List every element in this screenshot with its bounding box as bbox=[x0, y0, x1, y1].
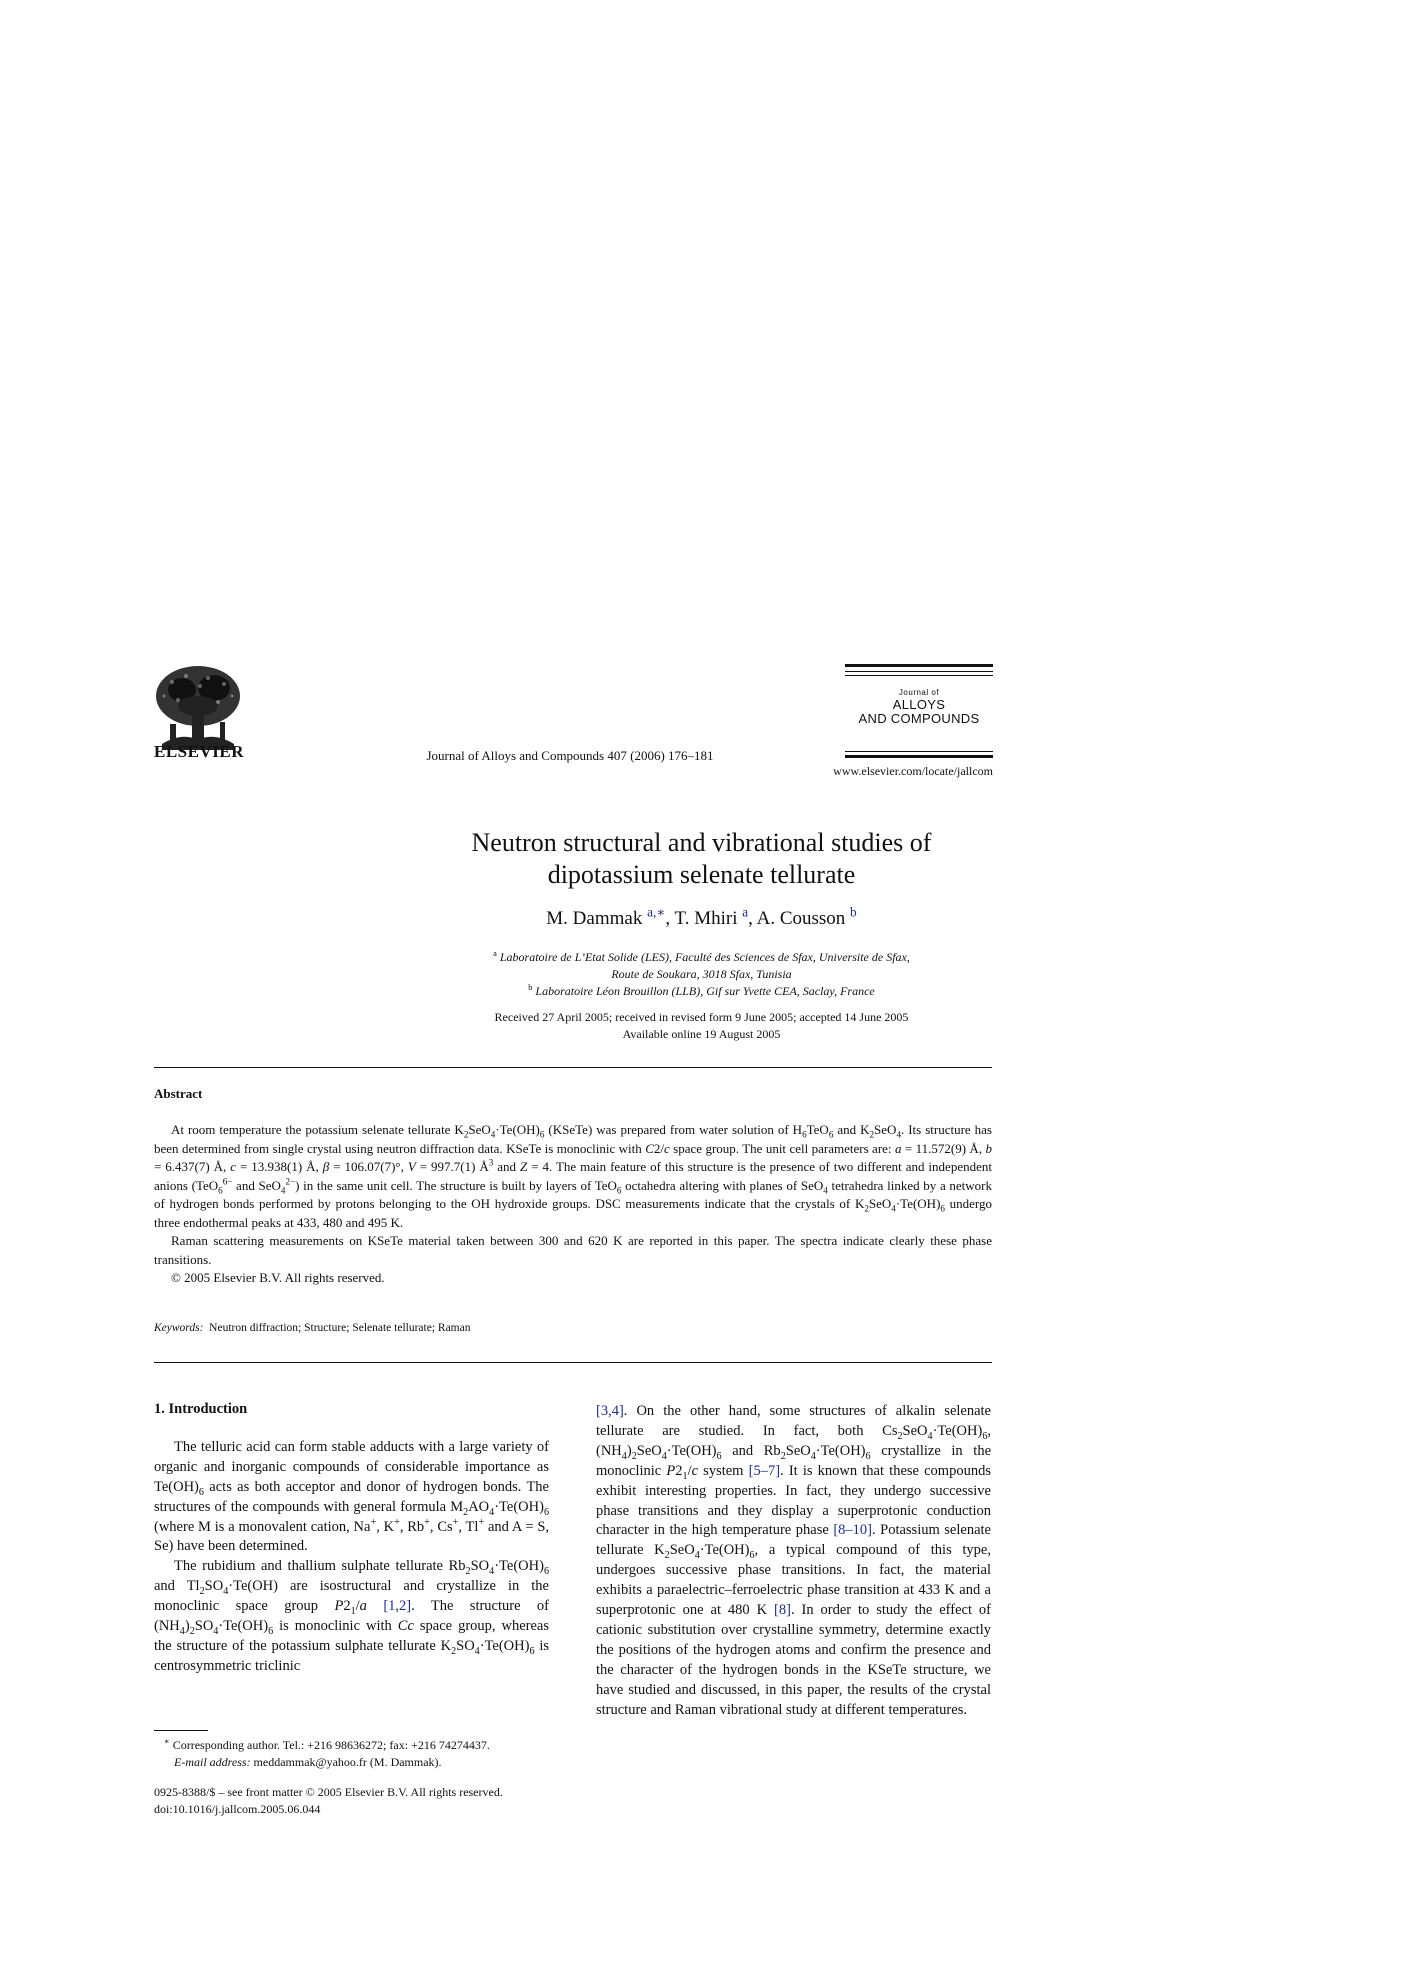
affiliation-b bbox=[255, 983, 1148, 1000]
abstract-copyright: © 2005 Elsevier B.V. All rights reserved. bbox=[171, 1270, 385, 1285]
citation-link[interactable]: [5–7] bbox=[748, 1462, 781, 1479]
email-address[interactable]: meddammak@yahoo.fr (M. Dammak). bbox=[253, 1755, 442, 1769]
citation-link[interactable]: [3,4] bbox=[596, 1403, 624, 1419]
author-affiliation-mark[interactable]: a,∗ bbox=[647, 904, 666, 920]
journal-url[interactable]: www.elsevier.com/locate/jallcom bbox=[833, 764, 993, 778]
affiliation-mark: a bbox=[493, 949, 497, 958]
keywords bbox=[154, 1322, 992, 1334]
author-name: T. Mhiri bbox=[674, 908, 738, 929]
journal-logo-rule-bottom-1 bbox=[845, 751, 993, 752]
keywords-label: Keywords: bbox=[154, 1322, 204, 1334]
journal-logo-line2: AND COMPOUNDS bbox=[858, 711, 980, 726]
corresponding-author-text: Corresponding author. Tel.: +216 98636272; fax: +216 74274437. bbox=[172, 1738, 490, 1752]
author-list: M. Dammak $^{a,∗}$, T. Mhiri $^a$, A. Cousson $^b$ bbox=[546, 904, 857, 929]
affiliation-mark: b bbox=[528, 983, 533, 992]
article-history bbox=[255, 1009, 1148, 1043]
intro-paragraph-2: The rubidium and thallium sulphate tellurate $Rb_2SO_4\cdot Te(OH)_6$ and $Tl_2SO_4\cdot Te(OH)$ are isostructural and crystallize in the monoclinic space group $P2_1/a$ [1,2]. The structure of $(NH_4)_2SO_4\cdot Te(OH)_6$ is monoclinic with Cc space group, whereas the structure of the potassium sulphate tellurate $K_2SO_4\cdot Te(OH)_6$ is centrosymmetric triclinic bbox=[154, 1558, 550, 1674]
email-note bbox=[154, 1754, 549, 1771]
affiliation-a-line2: Route de Soukara, 3018 Sfax, Tunisia bbox=[611, 967, 792, 981]
abstract-paragraph-1: At room temperature the potassium selenate tellurate $K_2SeO_4\cdot Te(OH)_6$ (KSeTe) was prepared from water solution of $H_6TeO_6$ and $K_2SeO_4$. Its structure has been determined from single crystal using neutron diffraction data. KSeTe is monoclinic with C2/c space group. The unit cell parameters are: a = 11.572(9) Å, b = 6.437(7) Å, c = 13.938(1) Å, β = 106.07(7)°, V = 997.7(1) $Å^3$ and Z = 4. The main feature of this structure is the presence of two different and independent anions (TeO$_6^{6-}$ and SeO$_4^{2-}$) in the same unit cell. The structure is built by layers of TeO$_6$ octahedra altering with planes of SeO$_4$ tetrahedra linked by a network of hydrogen bonds performed by protons belonging to the OH hydroxide groups. DSC measurements indicate that the crystals of $K_2SeO_4\cdot Te(OH)_6$ undergo three endothermal peaks at 433, 480 and 495 K. bbox=[154, 1122, 993, 1230]
keywords-bottom-rule bbox=[154, 1362, 992, 1363]
article-title bbox=[255, 827, 1148, 891]
left-column bbox=[154, 1400, 549, 1677]
introduction-heading: 1. Introduction bbox=[154, 1401, 248, 1417]
intro-paragraph-3: [3,4]. On the other hand, some structures of alkalin selenate tellurate are studied. In fact, both $Cs_2SeO_4\cdot Te(OH)_6$, $(NH_4)_2SeO_4\cdot Te(OH)_6$ and $Rb_2SeO_4\cdot Te(OH)_6$ crystallize in the monoclinic $P2_1/c$ system [5–7]. It is known that these compounds exhibit interesting properties. In fact, they undergo successive phase transitions and they display a superprotonic conduction character in the high temperature phase [8–10]. Potassium selenate tellurate $K_2SeO_4\cdot Te(OH)_6$, a typical compound of this type, undergoes successive phase transitions. In fact, the material exhibits a paraelectric–ferroelectric phase transition at 433 K and a superprotonic one at 480 K [8]. In order to study the effect of cationic substitution over crystalline symmetry, determine exactly the positions of the hydrogen atoms and confirm the presence and the character of the hydrogen bonds in the KSeTe structure, we have studied and discussed, in this paper, the results of the crystal structure and Raman vibrational study at different temperatures. bbox=[596, 1403, 992, 1718]
doi-line[interactable]: doi:10.1016/j.jallcom.2005.06.044 bbox=[154, 1802, 321, 1816]
affiliation-a bbox=[255, 949, 1148, 966]
abstract-text bbox=[154, 1121, 992, 1288]
email-label: E-mail address: bbox=[174, 1755, 251, 1769]
author-name: A. Cousson bbox=[756, 908, 846, 929]
journal-logo-rule-top-2 bbox=[845, 671, 993, 672]
received-dates: Received 27 April 2005; received in revised form 9 June 2005; accepted 14 June 2005 bbox=[494, 1010, 909, 1024]
abstract-paragraph-2: Raman scattering measurements on KSeTe material taken between 300 and 620 K are reported in this paper. The spectra indicate clearly these phase transitions. bbox=[154, 1233, 992, 1267]
author-affiliation-mark[interactable]: b bbox=[850, 904, 857, 920]
affiliation-text: Laboratoire de L’Etat Solide (LES), Faculté des Sciences de Sfax, Universite de Sfax, bbox=[499, 950, 910, 964]
keywords-list: Neutron diffraction; Structure; Selenate tellurate; Raman bbox=[209, 1322, 471, 1334]
journal-logo-rule-top-1 bbox=[845, 664, 993, 667]
journal-logo-rule-top-3 bbox=[845, 675, 993, 676]
front-matter bbox=[154, 1784, 574, 1818]
author-name: M. Dammak bbox=[546, 908, 643, 929]
affiliations bbox=[255, 949, 1148, 1000]
issn-line: 0925-8388/$ – see front matter © 2005 Elsevier B.V. All rights reserved. bbox=[154, 1785, 503, 1799]
right-column bbox=[596, 1402, 991, 1721]
footnote-rule bbox=[154, 1730, 208, 1731]
corresponding-author-note: ∗ Corresponding author. Tel.: +216 98636272; fax: +216 74274437. bbox=[164, 1737, 490, 1752]
citation-link[interactable]: [1,2] bbox=[383, 1598, 412, 1615]
journal-citation: Journal of Alloys and Compounds 407 (2006) 176–181 bbox=[426, 748, 714, 763]
journal-logo-line1: ALLOYS bbox=[892, 697, 946, 712]
journal-logo-small: Journal of bbox=[898, 688, 940, 697]
footnotes bbox=[154, 1737, 549, 1771]
citation-link[interactable]: [8–10] bbox=[833, 1522, 872, 1539]
intro-paragraph-1: The telluric acid can form stable adducts with a large variety of organic and inorganic compounds of considerable importance as $Te(OH)_6$ acts as both acceptor and donor of hydrogen bonds. The structures of the compounds with general formula $M_2AO_4\cdot Te(OH)_6$ (where M is a monovalent cation, Na+, K+, Rb+, Cs+, Tl+ and A = S, Se) have been determined. bbox=[154, 1438, 550, 1555]
abstract-heading: Abstract bbox=[154, 1086, 203, 1101]
available-online-date: Available online 19 August 2005 bbox=[622, 1027, 781, 1041]
article-title-line1: Neutron structural and vibrational studies of bbox=[471, 828, 932, 857]
abstract-top-rule bbox=[154, 1067, 992, 1068]
article-title-line2: dipotassium selenate tellurate bbox=[547, 860, 856, 889]
journal-logo bbox=[845, 698, 993, 726]
affiliation-text: Laboratoire Léon Brouillon (LLB), Gif sur Yvette CEA, Saclay, France bbox=[535, 984, 875, 998]
author-affiliation-mark[interactable]: a bbox=[742, 904, 749, 920]
journal-logo-rule-bottom-2 bbox=[845, 755, 993, 758]
publisher-name: ELSEVIER bbox=[154, 742, 244, 761]
citation-link[interactable]: [8] bbox=[774, 1602, 791, 1619]
